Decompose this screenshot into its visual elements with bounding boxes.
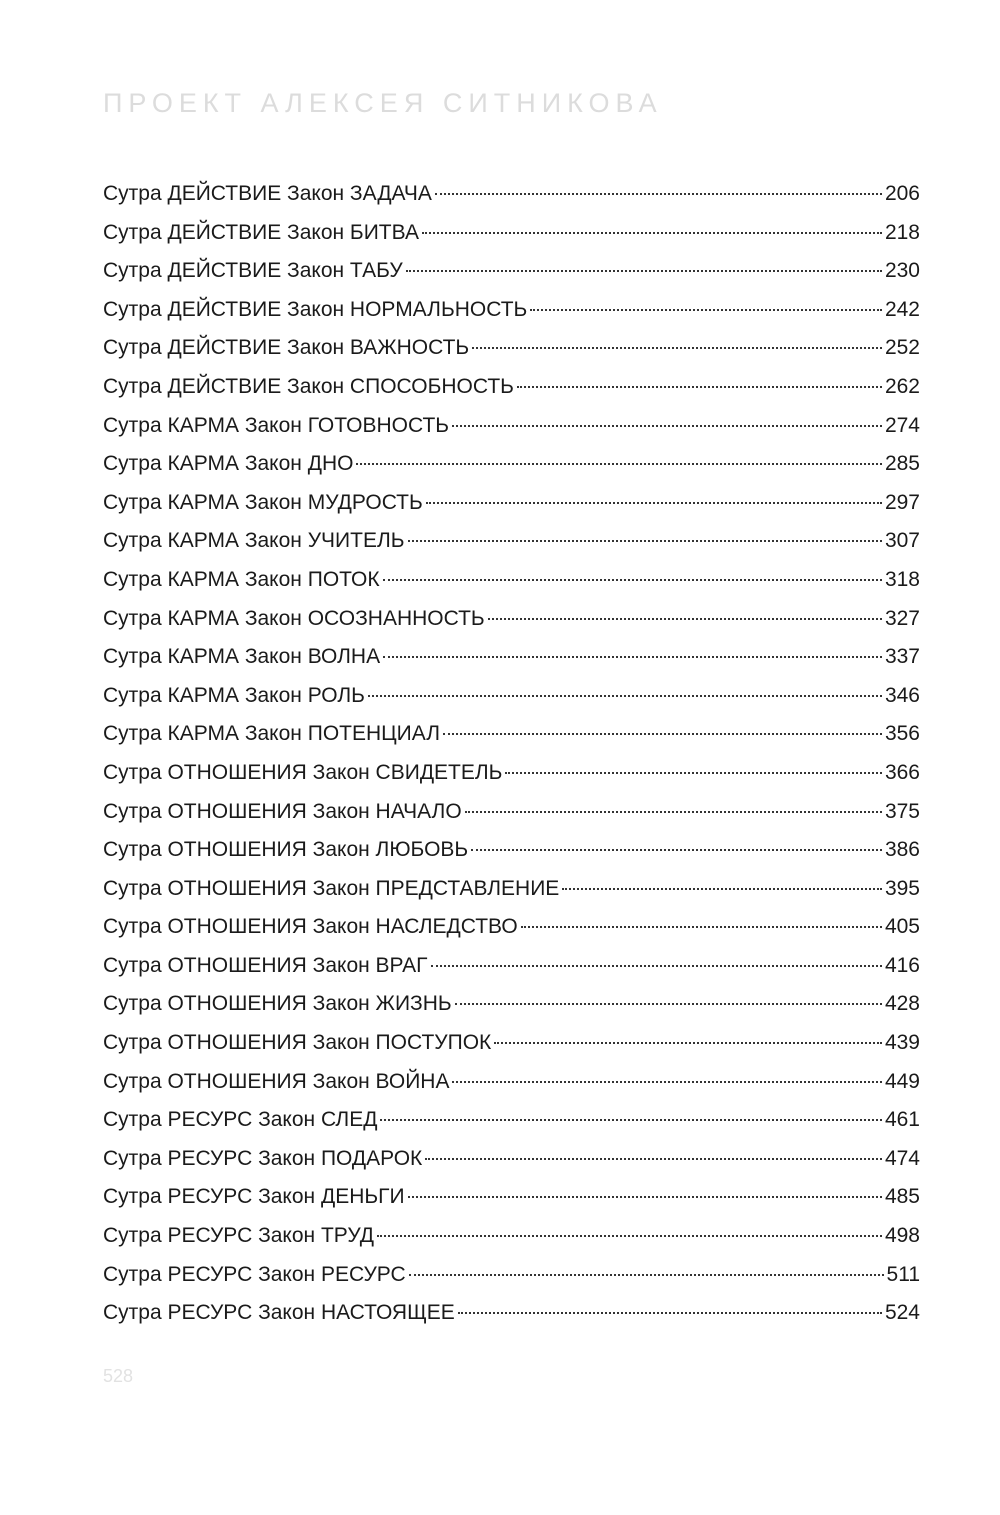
dot-leader: [455, 1003, 882, 1005]
dot-leader: [408, 1196, 882, 1198]
toc-entry-page: 416: [884, 953, 920, 977]
toc-entry-page: 461: [884, 1108, 920, 1132]
toc-entry-page: 428: [884, 992, 920, 1016]
toc-entry-page: 252: [884, 336, 920, 360]
toc-entry-page: 375: [884, 799, 920, 823]
dot-leader: [426, 502, 882, 504]
dot-leader: [377, 1235, 882, 1237]
toc-entry[interactable]: [103, 1185, 920, 1224]
dot-leader: [383, 579, 882, 581]
toc-entry-title: Сутра ДЕЙСТВИЕ Закон НОРМАЛЬНОСТЬ: [103, 297, 528, 321]
toc-entry-title: Сутра КАРМА Закон ПОТЕНЦИАЛ: [103, 722, 441, 746]
dot-leader: [521, 926, 882, 928]
toc-entry-page: 206: [884, 182, 920, 205]
toc-entry[interactable]: [103, 877, 920, 916]
toc-entry-title: Сутра РЕСУРС Закон ТРУД: [103, 1224, 374, 1248]
dot-leader: [505, 772, 882, 774]
toc-entry-title: Сутра ДЕЙСТВИЕ Закон ЗАДАЧА: [103, 182, 432, 205]
toc-entry[interactable]: [103, 761, 920, 800]
toc-entry-page: 337: [884, 645, 920, 669]
toc-entry-title: Сутра РЕСУРС Закон СЛЕД: [103, 1108, 378, 1132]
toc-entry[interactable]: [103, 1108, 920, 1147]
toc-entry[interactable]: [103, 645, 920, 684]
toc-entry-title: Сутра ОТНОШЕНИЯ Закон НАСЛЕДСТВО: [103, 915, 518, 939]
toc-entry[interactable]: [103, 336, 920, 375]
toc-entry[interactable]: [103, 1070, 920, 1109]
toc-entry-page: 439: [884, 1031, 920, 1055]
dot-leader: [380, 1119, 882, 1121]
toc-entry[interactable]: [103, 1147, 920, 1186]
toc-entry[interactable]: [103, 182, 920, 221]
toc-entry[interactable]: [103, 452, 920, 491]
toc-entry[interactable]: [103, 915, 920, 954]
toc-entry[interactable]: [103, 414, 920, 453]
dot-leader: [425, 1158, 882, 1160]
dot-leader: [409, 1274, 884, 1276]
toc-entry[interactable]: [103, 607, 920, 646]
toc-entry[interactable]: [103, 992, 920, 1031]
toc-entry-title: Сутра РЕСУРС Закон ДЕНЬГИ: [103, 1185, 405, 1209]
dot-leader: [408, 540, 882, 542]
toc-entry-title: Сутра ОТНОШЕНИЯ Закон ПОСТУПОК: [103, 1031, 492, 1055]
toc-entry[interactable]: [103, 1263, 920, 1302]
toc-entry-page: 307: [884, 529, 920, 553]
toc-entry[interactable]: [103, 259, 920, 298]
toc-entry-title: Сутра КАРМА Закон ГОТОВНОСТЬ: [103, 413, 450, 437]
toc-entry-page: 449: [884, 1069, 920, 1093]
dot-leader: [488, 618, 882, 620]
toc-entry-title: Сутра КАРМА Закон ВОЛНА: [103, 645, 381, 669]
toc-entry[interactable]: [103, 722, 920, 761]
toc-entry-page: 405: [884, 915, 920, 939]
dot-leader: [452, 425, 882, 427]
toc-entry-page: 498: [884, 1224, 920, 1248]
dot-leader: [368, 695, 882, 697]
toc-entry[interactable]: [103, 298, 920, 337]
dot-leader: [562, 888, 882, 890]
toc-entry-page: 242: [884, 297, 920, 321]
toc-entry-title: Сутра ДЕЙСТВИЕ Закон ВАЖНОСТЬ: [103, 336, 470, 360]
dot-leader: [465, 811, 882, 813]
toc-entry-title: Сутра КАРМА Закон РОЛЬ: [103, 683, 365, 707]
toc-entry-title: Сутра КАРМА Закон ПОТОК: [103, 567, 380, 591]
toc-entry-page: 297: [884, 490, 920, 514]
toc-entry[interactable]: [103, 1031, 920, 1070]
toc-entry[interactable]: [103, 375, 920, 414]
toc-entry-title: Сутра ДЕЙСТВИЕ Закон СПОСОБНОСТЬ: [103, 374, 514, 398]
toc-entry[interactable]: [103, 491, 920, 530]
toc-entry-page: 318: [884, 567, 920, 591]
toc-entry-page: 262: [884, 374, 920, 398]
toc-entry-title: Сутра РЕСУРС Закон РЕСУРС: [103, 1262, 406, 1286]
toc-entry[interactable]: [103, 1224, 920, 1263]
dot-leader: [471, 849, 882, 851]
toc-entry-page: 356: [884, 722, 920, 746]
toc-entry-title: Сутра РЕСУРС Закон НАСТОЯЩЕЕ: [103, 1301, 455, 1325]
toc-entry-page: 274: [884, 413, 920, 437]
toc-entry-title: Сутра ОТНОШЕНИЯ Закон СВИДЕТЕЛЬ: [103, 760, 503, 784]
toc-entry-title: Сутра РЕСУРС Закон ПОДАРОК: [103, 1146, 423, 1170]
toc-entry[interactable]: [103, 800, 920, 839]
toc-entry-title: Сутра КАРМА Закон УЧИТЕЛЬ: [103, 529, 405, 553]
toc-entry-title: Сутра ОТНОШЕНИЯ Закон ВОЙНА: [103, 1069, 450, 1093]
dot-leader: [530, 309, 882, 311]
toc-entry-title: Сутра КАРМА Закон МУДРОСТЬ: [103, 490, 423, 514]
dot-leader: [422, 232, 882, 234]
toc-entry-page: 285: [884, 452, 920, 476]
toc-entry-title: Сутра КАРМА Закон ОСОЗНАННОСТЬ: [103, 606, 485, 630]
page-number: 528: [103, 1366, 134, 1386]
toc-entry[interactable]: [103, 221, 920, 260]
toc-entry-page: 346: [884, 683, 920, 707]
table-of-contents: [103, 182, 920, 1340]
toc-entry-page: 511: [886, 1262, 920, 1286]
toc-entry-title: Сутра КАРМА Закон ДНО: [103, 452, 354, 476]
toc-entry[interactable]: [103, 529, 920, 568]
toc-entry-title: Сутра ОТНОШЕНИЯ Закон ВРАГ: [103, 953, 428, 977]
toc-entry[interactable]: [103, 568, 920, 607]
toc-entry-page: 474: [884, 1146, 920, 1170]
dot-leader: [472, 347, 882, 349]
dot-leader: [431, 965, 882, 967]
toc-entry[interactable]: [103, 684, 920, 723]
toc-entry-title: Сутра ОТНОШЕНИЯ Закон НАЧАЛО: [103, 799, 462, 823]
toc-entry-page: 386: [884, 838, 920, 862]
toc-entry-page: 366: [884, 760, 920, 784]
toc-entry-page: 230: [884, 259, 920, 283]
toc-entry-title: Сутра ОТНОШЕНИЯ Закон ПРЕДСТАВЛЕНИЕ: [103, 876, 560, 900]
toc-entry-page: 395: [884, 876, 920, 900]
dot-leader: [406, 270, 882, 272]
dot-leader: [517, 386, 882, 388]
toc-entry-title: Сутра ДЕЙСТВИЕ Закон БИТВА: [103, 220, 419, 244]
dot-leader: [356, 463, 882, 465]
toc-entry-title: Сутра ОТНОШЕНИЯ Закон ЛЮБОВЬ: [103, 838, 469, 862]
toc-entry-title: Сутра ДЕЙСТВИЕ Закон ТАБУ: [103, 259, 403, 283]
dot-leader: [443, 733, 882, 735]
toc-entry-title: Сутра ОТНОШЕНИЯ Закон ЖИЗНЬ: [103, 992, 452, 1016]
toc-entry[interactable]: [103, 838, 920, 877]
dot-leader: [452, 1081, 881, 1083]
toc-entry[interactable]: [103, 954, 920, 993]
dot-leader: [435, 193, 882, 195]
toc-entry-page: 327: [884, 606, 920, 630]
dot-leader: [494, 1042, 882, 1044]
toc-entry-page: 218: [884, 220, 920, 244]
running-header: ПРОЕКТ АЛЕКСЕЯ СИТНИКОВА: [103, 88, 663, 118]
dot-leader: [458, 1312, 882, 1314]
dot-leader: [383, 656, 882, 658]
toc-entry-page: 485: [884, 1185, 920, 1209]
toc-entry-page: 524: [884, 1301, 920, 1325]
toc-entry[interactable]: [103, 1301, 920, 1340]
